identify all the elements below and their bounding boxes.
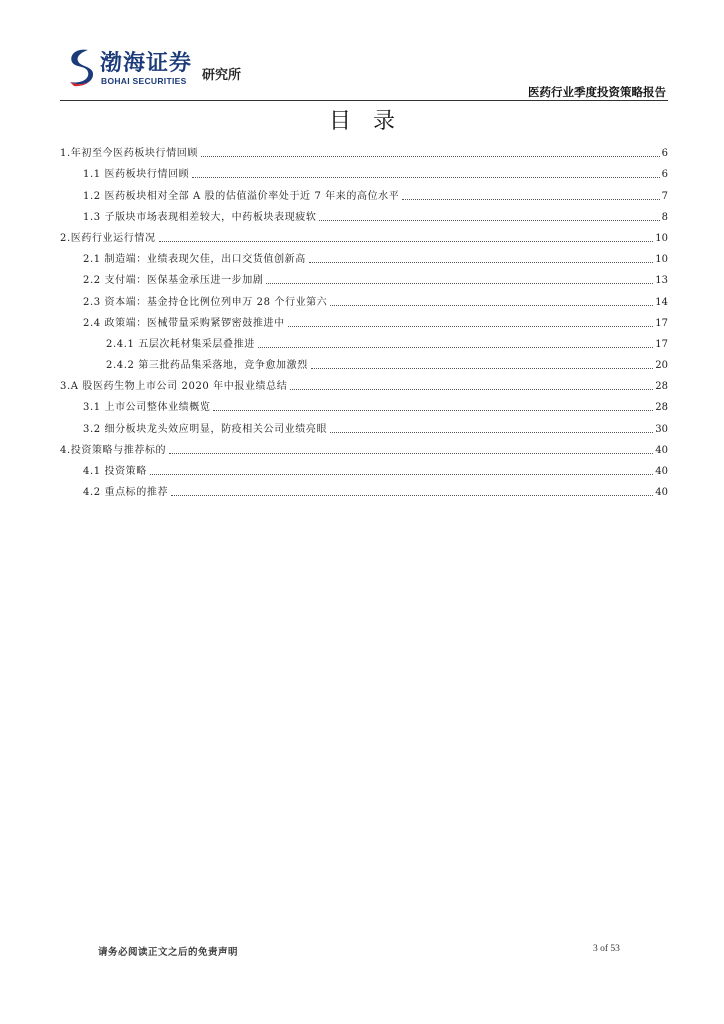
- toc-entry-title: 1.年初至今医药板块行情回顾: [60, 148, 198, 160]
- toc-leader-dots: [288, 326, 654, 327]
- toc-entry[interactable]: [60, 181, 668, 202]
- toc-entry[interactable]: [60, 224, 668, 245]
- toc-entry[interactable]: [60, 160, 668, 181]
- toc-entry-page: 6: [661, 169, 668, 181]
- toc-entry[interactable]: [60, 266, 668, 287]
- toc-entry[interactable]: [60, 478, 668, 499]
- toc-entry-page: 14: [655, 296, 668, 308]
- bohai-logo-icon: [66, 46, 96, 88]
- toc-entry-title: 2.医药行业运行情况: [60, 232, 156, 244]
- page-header: [60, 40, 668, 100]
- toc-entry[interactable]: [60, 414, 668, 435]
- toc-leader-dots: [311, 368, 653, 369]
- toc-leader-dots: [309, 262, 653, 263]
- toc-entry-title: 2.2 支付端：医保基金承压进一步加剧: [83, 275, 264, 287]
- toc-leader-dots: [290, 389, 653, 390]
- header-divider: [60, 100, 668, 101]
- toc-entry-page: 17: [655, 338, 668, 350]
- toc-entry-page: 8: [661, 211, 668, 223]
- toc-entry-page: 40: [655, 444, 668, 456]
- toc-entry-title: 3.2 细分板块龙头效应明显，防疫相关公司业绩亮眼: [83, 423, 328, 435]
- report-title: 医药行业季度投资策略报告: [528, 85, 666, 99]
- toc-entry-title: 2.4.1 五层次耗材集采层叠推进: [106, 338, 255, 350]
- toc-entry-title: 2.4.2 第三批药品集采落地，竞争愈加激烈: [106, 360, 308, 372]
- toc-entry-title: 1.2 医药板块相对全部 A 股的估值溢价率处于近 7 年来的高位水平: [83, 190, 400, 202]
- toc-entry-page: 10: [655, 232, 668, 244]
- toc-entry-page: 30: [655, 423, 668, 435]
- toc-entry-page: 10: [655, 254, 668, 266]
- toc-leader-dots: [201, 156, 660, 157]
- toc-entry-title: 1.1 医药板块行情回顾: [83, 169, 190, 181]
- institute-label: 研究所: [202, 68, 242, 83]
- brand-name-cn: 渤海证券: [100, 51, 193, 76]
- toc-entry-title: 2.3 资本端：基金持仓比例位列申万 28 个行业第六: [83, 296, 328, 308]
- toc-entry[interactable]: [60, 203, 668, 224]
- toc-leader-dots: [330, 432, 653, 433]
- toc-entry[interactable]: [60, 393, 668, 414]
- toc-entry-page: 13: [655, 275, 668, 287]
- toc-entry-title: 4.投资策略与推荐标的: [60, 444, 167, 456]
- toc-leader-dots: [213, 410, 653, 411]
- table-of-contents: [60, 139, 668, 499]
- toc-leader-dots: [258, 347, 653, 348]
- toc-leader-dots: [171, 495, 653, 496]
- toc-entry-page: 17: [655, 317, 668, 329]
- toc-entry[interactable]: [60, 309, 668, 330]
- toc-title: 目录: [328, 109, 417, 134]
- brand-name-en: BOHAI SECURITIES: [101, 76, 187, 86]
- toc-entry-title: 3.A 股医药生物上市公司 2020 年中报业绩总结: [60, 381, 288, 393]
- toc-leader-dots: [150, 474, 653, 475]
- toc-entry-page: 40: [655, 487, 668, 499]
- toc-entry-page: 20: [655, 360, 668, 372]
- toc-entry[interactable]: [60, 436, 668, 457]
- toc-entry-title: 4.2 重点标的推荐: [83, 487, 169, 499]
- toc-leader-dots: [169, 453, 653, 454]
- toc-entry[interactable]: [60, 372, 668, 393]
- toc-entry-title: 2.4 政策端：医械带量采购紧锣密鼓推进中: [83, 317, 285, 329]
- toc-entry[interactable]: [60, 245, 668, 266]
- toc-entry-page: 28: [655, 402, 668, 414]
- toc-entry[interactable]: [60, 287, 668, 308]
- toc-entry[interactable]: [60, 139, 668, 160]
- toc-entry-page: 40: [655, 466, 668, 477]
- toc-leader-dots: [192, 177, 659, 178]
- footer-page-number: 3 of 53: [593, 944, 620, 954]
- toc-entry-page: 28: [655, 381, 668, 393]
- toc-entry-title: 3.1 上市公司整体业绩概览: [83, 402, 211, 414]
- footer-disclaimer: 请务必阅读正文之后的免责声明: [98, 947, 239, 958]
- toc-entry-page: 7: [661, 190, 668, 202]
- toc-leader-dots: [319, 220, 659, 221]
- toc-entry-page: 6: [661, 148, 668, 160]
- toc-entry-title: 1.3 子版块市场表现相差较大，中药板块表现疲软: [83, 211, 317, 223]
- toc-entry[interactable]: [60, 330, 668, 351]
- toc-entry-title: 2.1 制造端：业绩表现欠佳，出口交货值创新高: [83, 254, 306, 266]
- toc-leader-dots: [402, 199, 659, 200]
- toc-entry-title: 4.1 投资策略: [83, 466, 147, 477]
- toc-leader-dots: [266, 283, 653, 284]
- toc-leader-dots: [159, 241, 654, 242]
- toc-entry[interactable]: [60, 457, 668, 478]
- toc-entry[interactable]: [60, 351, 668, 372]
- toc-leader-dots: [330, 305, 653, 306]
